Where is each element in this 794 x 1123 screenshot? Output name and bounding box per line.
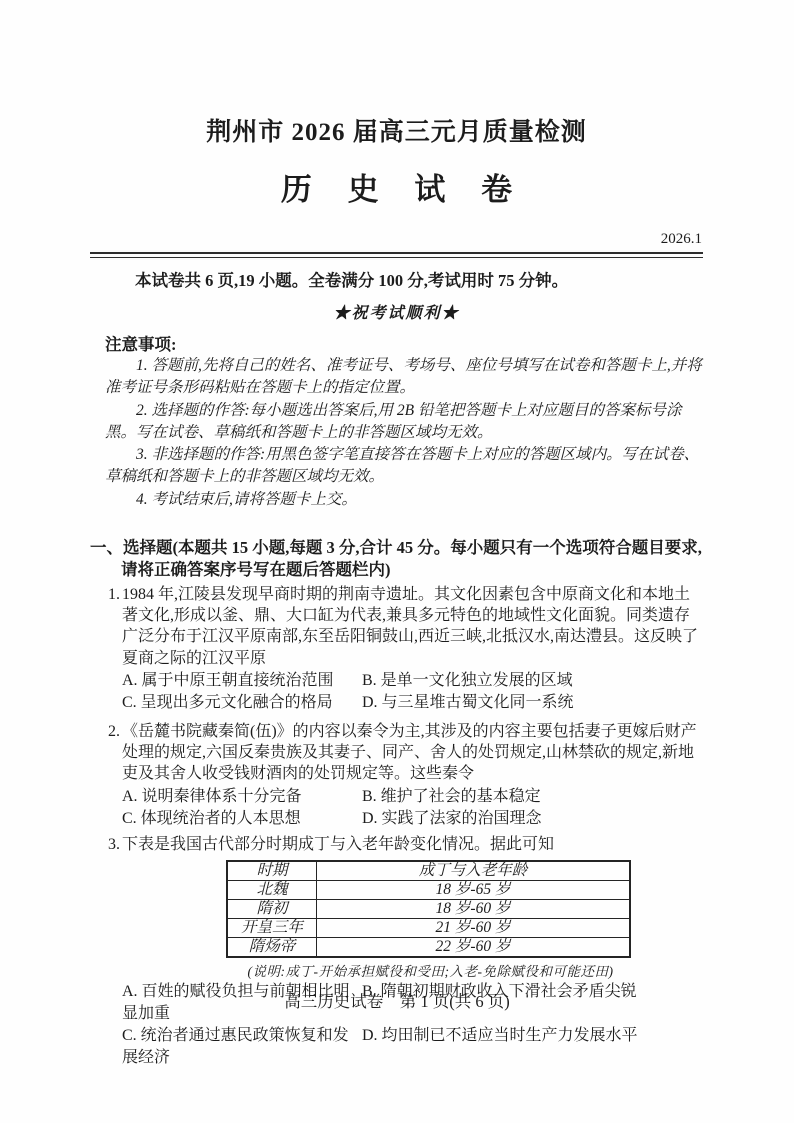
question-2-option-a: A. 说明秦律体系十分完备 <box>122 787 302 805</box>
question-3 <box>108 834 703 1069</box>
question-3-option-a: A. 百姓的赋役负担与前朝相比明显加重 <box>122 982 350 1022</box>
table-row <box>227 880 630 899</box>
question-1-option-c: C. 呈现出多元文化融合的格局 <box>122 693 333 711</box>
table-cell-age: 18 岁-65 岁 <box>317 880 631 899</box>
question-1-number: 1. <box>108 586 120 604</box>
table-note: (说明:成丁-开始承担赋役和受田;入老-免除赋役和可能还田) <box>247 963 614 979</box>
question-1 <box>108 584 703 714</box>
notice-heading: 注意事项: <box>105 335 177 354</box>
question-2-option-b: B. 维护了社会的基本稳定 <box>362 787 541 805</box>
table-cell-age: 21 岁-60 岁 <box>317 918 631 937</box>
table-header-row <box>227 861 630 881</box>
exam-info-line: 本试卷共 6 页,19 小题。全卷满分 100 分,考试用时 75 分钟。 <box>135 271 569 290</box>
age-table <box>226 860 631 958</box>
question-1-option-b: B. 是单一文化独立发展的区域 <box>362 671 573 689</box>
question-3-text: 下表是我国古代部分时期成丁与入老年龄变化情况。据此可知 <box>122 835 555 853</box>
question-3-option-d: D. 均田制已不适应当时生产力发展水平 <box>362 1026 638 1044</box>
question-2-option-c: C. 体现统治者的人本思想 <box>122 809 301 827</box>
table-cell-period: 隋初 <box>227 899 317 918</box>
question-1-text: 1984 年,江陵县发现早商时期的荆南寺遗址。其文化因素包含中原商文化和本地土著文化,形成以釜、鼎、大口缸为代表,兼具多元特色的地域性文化面貌。同类遗存广泛分布于江汉平原南部,东至岳阳铜鼓山,西近三峡,北抵汉水,南达澧县。这反映了夏商之际的江汉平原 <box>122 586 699 667</box>
question-1-option-d: D. 与三星堆古蜀文化同一系统 <box>362 693 574 711</box>
page-footer: 高三历史试卷 第 1 页(共 6 页) <box>284 992 510 1011</box>
table-cell-period: 隋炀帝 <box>227 937 317 957</box>
section-heading-choice: 一、选择题(本题共 15 小题,每题 3 分,合计 45 分。每小题只有一个选项符合题目要求,请将正确答案序号写在题后答题栏内) <box>90 538 702 579</box>
question-3-number: 3. <box>108 835 120 853</box>
exam-date: 2026.1 <box>660 231 702 247</box>
exam-title: 荆州市 2026 届高三元月质量检测 <box>206 119 587 146</box>
good-luck-line: ★祝考试顺利★ <box>333 305 460 322</box>
notice-item-4: 4. 考试结束后,请将答题卡上交。 <box>136 490 357 508</box>
question-3-stem <box>108 834 703 855</box>
question-1-option-a: A. 属于中原王朝直接统治范围 <box>122 671 334 689</box>
table-row <box>227 918 630 937</box>
table-cell-age: 18 岁-60 岁 <box>317 899 631 918</box>
question-1-options <box>122 670 703 714</box>
table-cell-age: 22 岁-60 岁 <box>317 937 631 957</box>
subject-title: 历 史 试 卷 <box>280 172 527 207</box>
table-header-age: 成丁与入老年龄 <box>317 861 631 881</box>
notice-item-3: 3. 非选择题的作答:用黑色签字笔直接答在答题卡上对应的答题区域内。写在试卷、草稿纸和答题卡上的非答题区域均无效。 <box>105 446 700 486</box>
table-row <box>227 937 630 957</box>
question-2 <box>108 721 703 830</box>
notice-item-2: 2. 选择题的作答:每小题选出答案后,用 2B 铅笔把答题卡上对应题目的答案标号涂黑。写在试卷、草稿纸和答题卡上的非答题区域均无效。 <box>105 401 682 441</box>
question-1-stem <box>108 584 703 669</box>
notice-item-1: 1. 答题前,先将自己的姓名、准考证号、考场号、座位号填写在试卷和答题卡上,并将准考证号条形码粘贴在答题卡上的指定位置。 <box>105 357 702 397</box>
question-2-number: 2. <box>108 722 120 740</box>
question-2-option-d: D. 实践了法家的治国理念 <box>362 809 542 827</box>
notice-section <box>90 331 703 511</box>
question-2-options <box>122 786 703 830</box>
header-divider <box>90 252 703 258</box>
question-3-option-c: C. 统治者通过惠民政策恢复和发展经济 <box>122 1026 349 1066</box>
question-2-text: 《岳麓书院藏秦简(伍)》的内容以秦令为主,其涉及的内容主要包括妻子更嫁后财产处理的规定,六国反秦贵族及其妻子、同产、舍人的处罚规定,山林禁砍的规定,新地吏及其舍人收受钱财酒肉的处罚规定等。这些秦令 <box>122 722 697 783</box>
table-cell-period: 开皇三年 <box>227 918 317 937</box>
table-header-period: 时期 <box>227 861 317 881</box>
question-3-option-b: B. 隋朝初期财政收入下滑社会矛盾尖锐 <box>362 982 637 1000</box>
table-cell-period: 北魏 <box>227 880 317 899</box>
question-2-stem <box>108 721 703 785</box>
table-row <box>227 899 630 918</box>
